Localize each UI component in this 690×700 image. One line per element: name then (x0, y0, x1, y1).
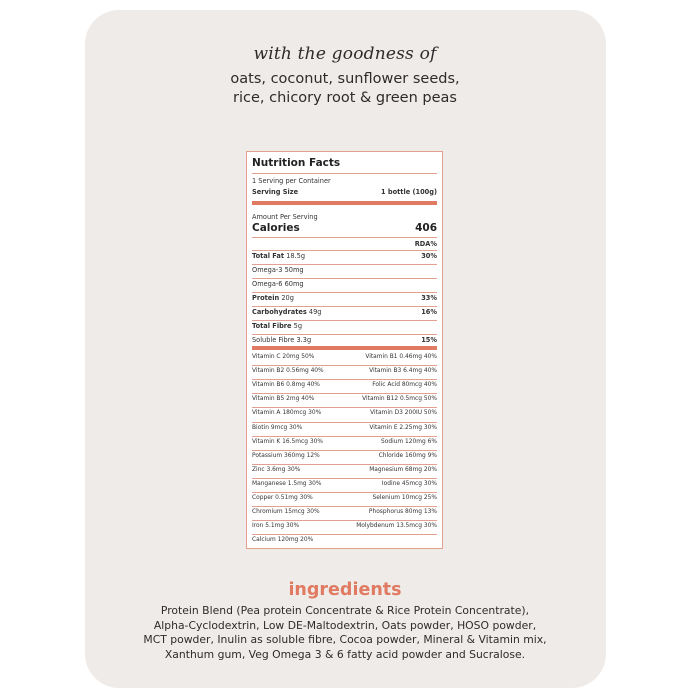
micronutrient-right: Vitamin D3 200IU 50% (370, 410, 437, 417)
ingredients-list (130, 604, 560, 662)
nutrient-amount: 60mg (284, 280, 304, 288)
nutrient-row (252, 322, 302, 330)
divider (252, 450, 437, 451)
nutrient-name: Total Fibre (252, 322, 292, 330)
divider (252, 264, 437, 265)
tagline: with the goodness of (253, 44, 437, 64)
divider (252, 320, 437, 321)
divider (252, 237, 437, 238)
ingredients-title: ingredients (288, 580, 402, 600)
nutrient-rda: 15% (421, 336, 437, 344)
divider (252, 436, 437, 437)
divider (252, 334, 437, 335)
micronutrient-right: Vitamin B12 0.5mcg 50% (362, 396, 437, 403)
divider (252, 464, 437, 465)
divider (252, 292, 437, 293)
nutrient-name: Protein (252, 294, 280, 302)
micronutrient-left: Potassium 360mg 12% (252, 452, 320, 459)
nutrient-amount: 18.5g (286, 252, 306, 260)
micronutrient-right: Selenium 10mcg 25% (372, 495, 437, 501)
micronutrient-right: Vitamin E 2.25mg 30% (369, 424, 437, 431)
divider (252, 393, 437, 394)
micronutrient-right: Phosphorus 80mg 13% (368, 509, 437, 516)
thick-divider (252, 346, 437, 350)
divider (252, 520, 437, 521)
nutrient-amount: 49g (308, 308, 322, 316)
micronutrient-left: Zinc 3.6mg 30% (252, 466, 301, 473)
micronutrient-right: Folic Acid 80mcg 40% (372, 382, 437, 389)
divider (252, 407, 437, 408)
micronutrient-left: Vitamin B6 0.8mg 40% (252, 382, 320, 389)
serving-size-label: Serving Size (252, 188, 299, 196)
nutrient-amount: 5g (293, 322, 303, 330)
ingredients-summary (0, 70, 690, 108)
micronutrient-right: Iodine 45mcg 30% (381, 480, 437, 487)
summary-line-1: oats, coconut, sunflower seeds, (230, 71, 460, 87)
micronutrient-right: Magnesium 68mg 20% (369, 466, 437, 473)
nutrient-name: Omega-3 (252, 266, 283, 274)
micronutrient-right: Sodium 120mg 6% (380, 438, 437, 445)
calories-value: 406 (415, 222, 437, 234)
micronutrient-right: Molybdenum 13.5mcg 30% (356, 523, 437, 530)
nutrition-title: Nutrition Facts (252, 157, 341, 169)
nutrient-row (252, 266, 304, 274)
divider (252, 250, 437, 251)
micronutrient-right: Vitamin B3 6.4mg 40% (369, 368, 437, 375)
nutrient-row (252, 280, 304, 288)
micronutrient-left: Copper 0.51mg 30% (252, 495, 313, 501)
nutrient-rda: 33% (421, 294, 437, 302)
micronutrient-left: Manganese 1.5mg 30% (252, 480, 322, 487)
divider (252, 365, 437, 366)
micronutrient-left: Vitamin B5 2mg 40% (252, 396, 315, 403)
divider (252, 478, 437, 479)
divider (252, 379, 437, 380)
nutrient-row (252, 336, 311, 344)
servings-per-container: 1 Serving per Container (252, 177, 331, 185)
nutrient-name: Carbohydrates (252, 308, 307, 316)
nutrient-amount: 3.3g (296, 336, 312, 344)
micronutrient-left: Vitamin B2 0.56mg 40% (252, 368, 324, 375)
ingredients-line: MCT powder, Inulin as soluble fibre, Cocoa powder, Mineral & Vitamin mix, (143, 633, 547, 647)
micronutrient-left: Vitamin C 20mg 50% (252, 354, 315, 360)
nutrient-rda: 30% (421, 252, 437, 260)
divider (252, 534, 437, 535)
ingredients-line: Xanthum gum, Veg Omega 3 & 6 fatty acid powder and Sucralose. (164, 647, 526, 661)
micronutrient-right: Chloride 160mg 9% (378, 452, 437, 459)
rda-header: RDA% (414, 240, 437, 248)
ingredients-line: Protein Blend (Pea protein Concentrate & Rice Protein Concentrate), (160, 604, 530, 617)
nutrient-row (252, 308, 321, 316)
nutrient-row (252, 252, 305, 260)
micronutrient-right: Vitamin B1 0.46mg 40% (365, 354, 437, 360)
micronutrient-left: Vitamin K 16.5mcg 30% (252, 438, 323, 445)
serving-size-value: 1 bottle (100g) (381, 188, 437, 196)
micronutrient-left: Vitamin A 180mcg 30% (252, 410, 322, 417)
amount-per-serving: Amount Per Serving (252, 213, 318, 221)
divider (252, 306, 437, 307)
nutrient-name: Omega-6 (252, 280, 283, 288)
micronutrient-left: Iron 5.1mg 30% (252, 523, 300, 530)
nutrient-name: Total Fat (252, 252, 285, 260)
divider (252, 422, 437, 423)
calories-label: Calories (252, 222, 300, 234)
micronutrient-left: Calcium 120mg 20% (252, 537, 314, 544)
divider (252, 173, 437, 174)
divider (252, 506, 437, 507)
nutrition-facts-panel (246, 151, 443, 549)
divider (252, 492, 437, 493)
nutrient-amount: 20g (281, 294, 294, 302)
ingredients-line: Alpha-Cyclodextrin, Low DE-Maltodextrin, Oats powder, HOSO powder, (153, 618, 537, 632)
thick-divider (252, 201, 437, 205)
nutrient-row (252, 294, 294, 302)
summary-line-2: rice, chicory root & green peas (233, 90, 457, 106)
micronutrient-left: Chromium 15mcg 30% (252, 509, 320, 516)
nutrient-name: Soluble Fibre (252, 336, 295, 344)
divider (252, 278, 437, 279)
micronutrient-left: Biotin 9mcg 30% (252, 424, 303, 431)
nutrient-rda: 16% (421, 308, 437, 316)
nutrient-amount: 50mg (284, 266, 304, 274)
